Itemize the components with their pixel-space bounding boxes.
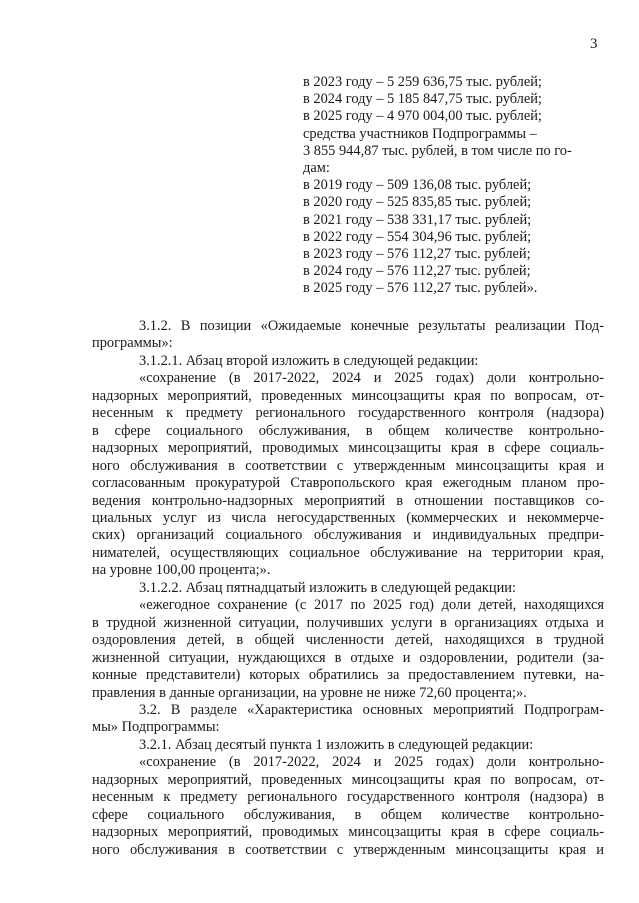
paragraph-line: программы»: [92,335,173,352]
paragraph-line: оздоровления детей, в общей численности детей, находящихся в трудной [92,632,604,649]
paragraph-line: согласованным прокуратурой Ставропольского края ежегодным планом про- [92,475,604,492]
paragraph-line: надзорных мероприятий, проводимых минсоцзащиты края в сфере социаль- [92,824,604,841]
paragraph-line: циальных услуг из числа негосударственных (коммерческих и некоммерче- [92,509,604,526]
paragraph-line: ведения контрольно-надзорных мероприятий в отношении поставщиков со- [92,492,604,509]
paragraph-line: несенным к предмету регионального государственного контроля (надзора) в [92,789,604,806]
paragraph-line: на уровне 100,00 процента;». [92,562,271,579]
paragraph-line: в сфере социального обслуживания, в общем количестве контрольно- [92,422,604,439]
funding-list [303,74,603,298]
paragraph-line: 3.1.2. В позиции «Ожидаемые конечные результаты реализации Под- [139,318,604,334]
paragraph-line: надзорных мероприятий, проведенных минсоцзащиты края по вопросам, от- [92,771,604,788]
paragraph-line: 3.1.2.1. Абзац второй изложить в следующей редакции: [139,352,479,369]
paragraph-line: ного обслуживания в соответствии с утвержденным минсоцзащиты края и [92,457,604,474]
funding-line: в 2020 году – 525 835,85 тыс. рублей; [303,194,532,211]
paragraph-line: «сохранение (в 2017-2022, 2024 и 2025 годах) доли контрольно- [139,754,604,771]
paragraph-line: в трудной жизненной ситуации, получивших услуги в организациях отдыха и [92,614,604,631]
paragraph-line: надзорных мероприятий, проведенных минсоцзащиты края по вопросам, от- [92,387,604,404]
paragraph-line: ного обслуживания в соответствии с утвержденным минсоцзащиты края и [92,841,604,858]
document-body [92,318,604,859]
funding-line: в 2022 году – 554 304,96 тыс. рублей; [303,228,532,245]
paragraph-line: мы» Подпрограммы: [92,719,220,736]
paragraph-line: ских) организаций социального обслуживания и индивидуальных предпри- [92,527,604,544]
paragraph-line: жизненной ситуации, нуждающихся в отдыхе и оздоровлении, родители (за- [92,649,604,666]
funding-line: дам: [303,160,330,177]
funding-line: в 2023 году – 576 112,27 тыс. рублей; [303,246,531,263]
paragraph-line: «ежегодное сохранение (с 2017 по 2025 год) доли детей, находящихся [139,597,604,614]
funding-line: в 2023 году – 5 259 636,75 тыс. рублей; [303,74,542,90]
funding-line: 3 855 944,87 тыс. рублей, в том числе по го- [303,142,572,159]
funding-line: средства участников Подпрограммы – [303,125,537,142]
funding-line: в 2024 году – 576 112,27 тыс. рублей; [303,263,531,280]
paragraph-line: 3.2. В разделе «Характеристика основных мероприятий Подпрограм- [139,701,604,718]
funding-line: в 2025 году – 4 970 004,00 тыс. рублей; [303,108,542,125]
funding-line: в 2025 году – 576 112,27 тыс. рублей». [303,280,538,297]
paragraph-line: «сохранение (в 2017-2022, 2024 и 2025 годах) доли контрольно- [139,370,604,387]
funding-line: в 2024 году – 5 185 847,75 тыс. рублей; [303,91,542,108]
funding-line: в 2019 году – 509 136,08 тыс. рублей; [303,177,532,194]
paragraph-line: правления в данные организации, на уровне не ниже 72,60 процента;». [92,684,527,701]
paragraph-line: надзорных мероприятий, проводимых минсоцзащиты края в сфере социаль- [92,440,604,457]
paragraph-line: 3.1.2.2. Абзац пятнадцатый изложить в следующей редакции: [139,579,517,596]
paragraph-line: конные представители) которых обратились за предоставлением путевки, на- [92,667,604,684]
funding-line: в 2021 году – 538 331,17 тыс. рублей; [303,211,532,228]
paragraph-line: нимателей, осуществляющих социальное обслуживание на территории края, [92,544,604,561]
page-number: 3 [590,36,598,52]
paragraph-line: 3.2.1. Абзац десятый пункта 1 изложить в следующей редакции: [139,736,534,753]
paragraph-line: сфере социального обслуживания, в общем количестве контрольно- [92,806,604,823]
paragraph-line: несенным к предмету регионального государственного контроля (надзора) [92,405,604,422]
